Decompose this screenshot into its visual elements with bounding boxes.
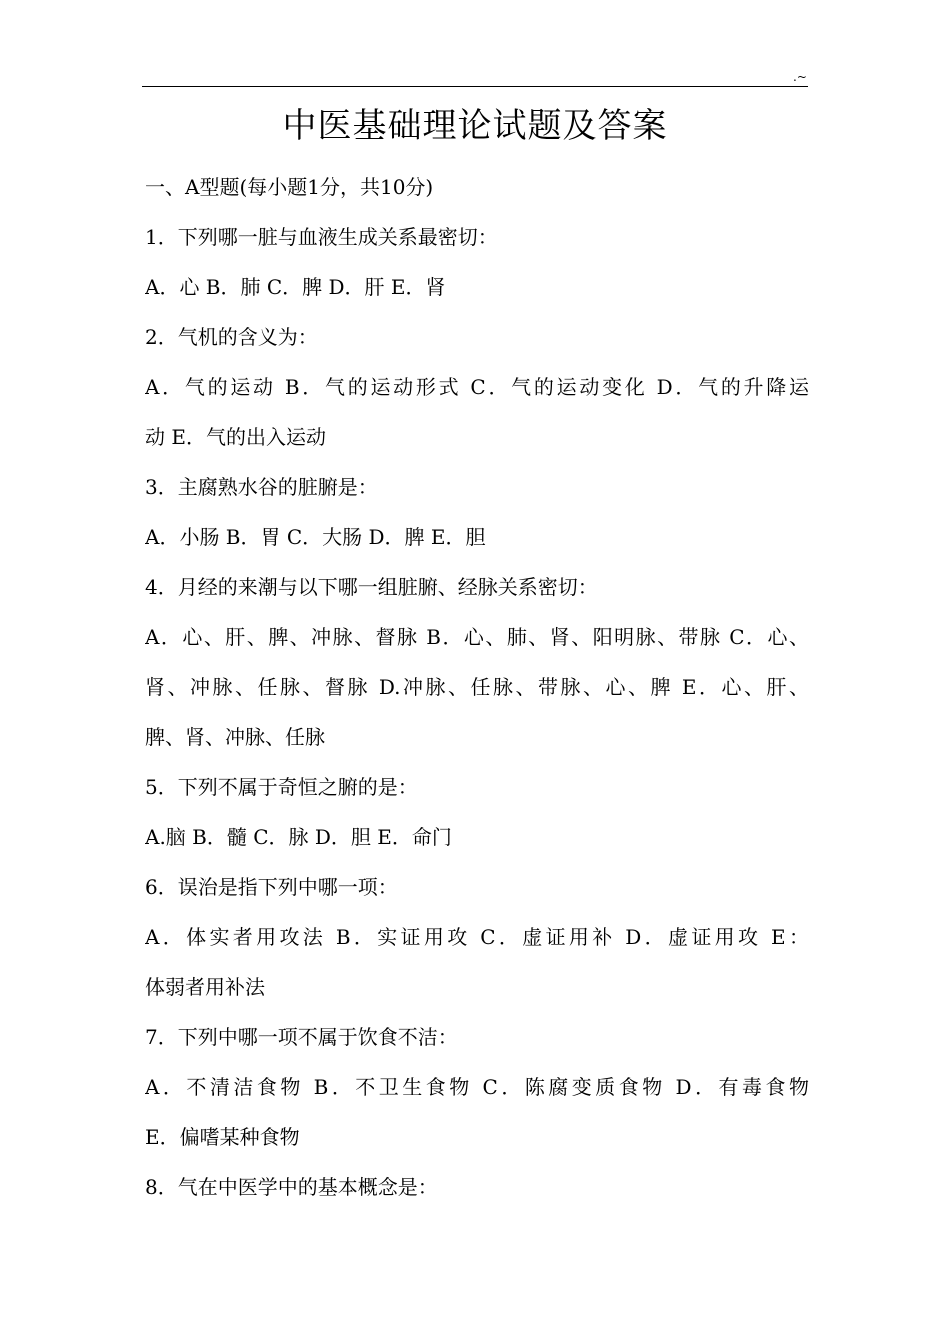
question-5-options: A.脑 B．髓 C．脉 D．胆 E．命门 xyxy=(145,825,452,849)
question-2-options-cont: 动 E．气的出入运动 xyxy=(145,425,326,449)
question-7-options-cont: E．偏嗜某种食物 xyxy=(145,1125,300,1149)
page-title: 中医基础理论试题及答案 xyxy=(282,106,668,146)
question-2-options: A．气的运动 B．气的运动形式 C．气的运动变化 D．气的升降运 xyxy=(145,375,809,399)
header-rule xyxy=(142,86,808,87)
question-5: 5．下列不属于奇恒之腑的是： xyxy=(145,775,418,799)
question-3: 3．主腐熟水谷的脏腑是： xyxy=(145,475,378,499)
question-6: 6．误治是指下列中哪一项： xyxy=(145,875,398,899)
question-4-options: A．心、肝、脾、冲脉、督脉 B．心、肺、肾、阳明脉、带脉 C．心、 xyxy=(145,625,809,649)
question-7: 7．下列中哪一项不属于饮食不洁： xyxy=(145,1025,458,1049)
header-mark: .~ xyxy=(793,70,807,84)
question-7-options: A．不清洁食物 B．不卫生食物 C．陈腐变质食物 D．有毒食物 xyxy=(145,1075,809,1099)
question-4-options-cont: 肾、冲脉、任脉、督脉 D.冲脉、任脉、带脉、心、脾 E．心、肝、 xyxy=(145,675,809,699)
question-4-options-end: 脾、肾、冲脉、任脉 xyxy=(145,725,325,749)
question-8: 8．气在中医学中的基本概念是： xyxy=(145,1175,438,1199)
question-2: 2．气机的含义为： xyxy=(145,325,318,349)
question-3-options: A．小肠 B．胃 C．大肠 D．脾 E．胆 xyxy=(145,525,486,549)
question-4: 4．月经的来潮与以下哪一组脏腑、经脉关系密切： xyxy=(145,575,598,599)
question-1: 1．下列哪一脏与血液生成关系最密切： xyxy=(145,225,498,249)
section-heading: 一、A型题(每小题1分，共10分) xyxy=(145,175,434,199)
document-body xyxy=(145,162,809,1212)
question-1-options: A．心 B．肺 C．脾 D．肝 E．肾 xyxy=(145,275,446,299)
question-6-options: A．体实者用攻法 B．实证用攻 C．虚证用补 D．虚证用攻 E： xyxy=(145,925,809,949)
question-6-options-cont: 体弱者用补法 xyxy=(145,975,265,999)
